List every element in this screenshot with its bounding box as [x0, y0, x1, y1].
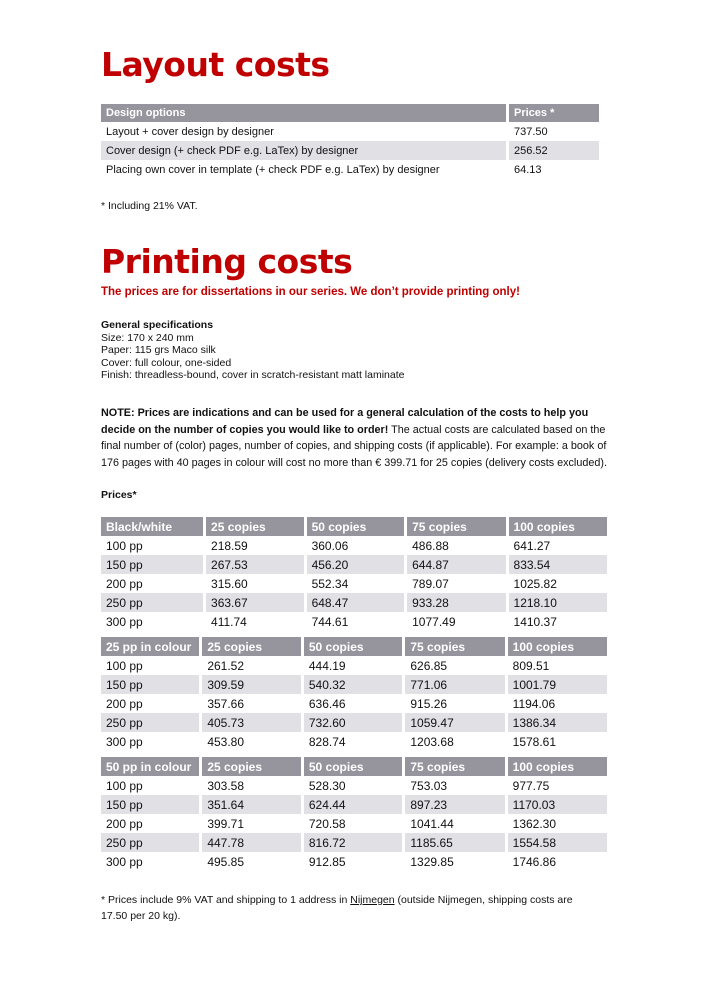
column-header: 50 copies [302, 637, 404, 656]
price-cell: 552.34 [305, 574, 406, 593]
table-row [101, 713, 607, 732]
price-cell: 644.87 [406, 555, 507, 574]
column-header: 25 copies [205, 517, 306, 536]
price-cell: 1329.85 [404, 852, 506, 871]
table-header-row [101, 104, 599, 122]
printing-subtitle: The prices are for dissertations in our series. We don’t provide printing only! [101, 286, 520, 298]
table-row [101, 555, 607, 574]
page-count-cell: 150 pp [101, 555, 205, 574]
design-option: Placing own cover in template (+ check PDF e.g. LaTex) by designer [106, 163, 440, 176]
price-cell: 744.61 [305, 612, 406, 631]
price-cell: 261.52 [201, 656, 303, 675]
note-text: The actual costs are calculated based on the final number of (color) pages, number of copies, and shipping costs (if applicable). For example: a book of 176 pages with 40 pages in colour will cost no more than € 399.71 for 25 copies (delivery costs excluded). [101, 423, 607, 469]
price-cell: 977.75 [506, 776, 607, 795]
table-row [101, 852, 607, 871]
price: 256.52 [508, 141, 600, 160]
price-cell: 1578.61 [506, 732, 607, 751]
price-cell: 1077.49 [406, 612, 507, 631]
price-cell: 309.59 [201, 675, 303, 694]
price-cell: 218.59 [205, 536, 306, 555]
table-row [101, 612, 607, 631]
page-count-cell: 150 pp [101, 675, 201, 694]
footnote-text: (outside Nijmegen, shipping costs are 17.50 per 20 kg). [101, 894, 573, 922]
price-cell: 444.19 [302, 656, 404, 675]
price-cell: 833.54 [507, 555, 607, 574]
price-cell: 720.58 [302, 814, 404, 833]
table-row [101, 656, 607, 675]
column-header: 25 copies [201, 757, 303, 776]
price-cell: 1185.65 [404, 833, 506, 852]
price-cell: 303.58 [201, 776, 303, 795]
table-row [101, 141, 599, 160]
page-count-cell: 250 pp [101, 593, 205, 612]
price-cell: 363.67 [205, 593, 306, 612]
price-cell: 1041.44 [404, 814, 506, 833]
layout-costs-heading: Layout costs [101, 45, 330, 84]
price-cell: 1410.37 [507, 612, 607, 631]
footnote-text: * Prices include 9% VAT and shipping to 1 address in [101, 894, 351, 906]
price-cell: 1203.68 [404, 732, 506, 751]
price-cell: 636.46 [302, 694, 404, 713]
price-cell: 641.27 [507, 536, 607, 555]
design-options-table [101, 104, 599, 179]
price-cell: 540.32 [302, 675, 404, 694]
price: 64.13 [508, 160, 600, 179]
column-header: Prices * [508, 104, 600, 122]
column-header: 50 copies [305, 517, 406, 536]
price-cell: 528.30 [302, 776, 404, 795]
price-cell: 1554.58 [506, 833, 607, 852]
column-header: 75 copies [404, 637, 506, 656]
price-cell: 753.03 [404, 776, 506, 795]
price-cell: 897.23 [404, 795, 506, 814]
price: 737.50 [508, 122, 600, 141]
table-row [101, 675, 607, 694]
price-cell: 495.85 [201, 852, 303, 871]
page-count-cell: 300 pp [106, 614, 143, 629]
general-specifications [101, 319, 404, 382]
page-count-cell: 250 pp [101, 833, 201, 852]
price-cell: 1386.34 [506, 713, 607, 732]
price-cell: 933.28 [406, 593, 507, 612]
price-cell: 624.44 [302, 795, 404, 814]
price-cell: 626.85 [404, 656, 506, 675]
price-cell: 267.53 [205, 555, 306, 574]
table-row [101, 574, 607, 593]
column-header: Black/white [101, 517, 205, 536]
page-count-cell: 100 pp [106, 538, 143, 553]
price-cell: 771.06 [404, 675, 506, 694]
price-cell: 399.71 [201, 814, 303, 833]
table-row [101, 694, 607, 713]
price-cell: 405.73 [201, 713, 303, 732]
column-header: 100 copies [507, 517, 607, 536]
price-cell: 915.26 [404, 694, 506, 713]
table-row [101, 536, 607, 555]
note-bold: NOTE: Prices are indications and can be used for a general calculation of the costs to help you decide on the number of copies you would like to order! [101, 407, 589, 436]
page-count-cell: 200 pp [106, 696, 143, 711]
spec-line: Cover: full colour, one-sided [101, 356, 232, 369]
spec-line: Finish: threadless-bound, cover in scratch-resistant matt laminate [101, 369, 405, 381]
price-cell: 1746.86 [506, 852, 607, 871]
column-header: 75 copies [406, 517, 507, 536]
prices-footnote [101, 892, 601, 924]
price-cell: 1025.82 [507, 574, 607, 593]
table-row [101, 776, 607, 795]
table-header-row [101, 637, 607, 656]
price-table-black-white [101, 517, 607, 631]
column-header: 100 copies [506, 637, 607, 656]
page-count-cell: 100 pp [106, 658, 143, 673]
price-cell: 1194.06 [506, 694, 607, 713]
column-header: 50 copies [302, 757, 404, 776]
column-header: 25 copies [201, 637, 303, 656]
column-header: 100 copies [506, 757, 607, 776]
table-row [101, 160, 599, 179]
price-cell: 809.51 [506, 656, 607, 675]
price-cell: 315.60 [205, 574, 306, 593]
price-cell: 789.07 [406, 574, 507, 593]
page-count-cell: 250 pp [101, 713, 201, 732]
column-header: 75 copies [404, 757, 506, 776]
price-cell: 357.66 [201, 694, 303, 713]
price-cell: 456.20 [305, 555, 406, 574]
vat-note: * Including 21% VAT. [101, 200, 198, 212]
nijmegen-link[interactable]: Nijmegen [350, 894, 395, 906]
price-cell: 1362.30 [506, 814, 607, 833]
price-cell: 912.85 [302, 852, 404, 871]
price-table-50pp-colour [101, 757, 607, 871]
table-row [101, 814, 607, 833]
table-row [101, 833, 607, 852]
price-table-25pp-colour [101, 637, 607, 751]
price-cell: 447.78 [201, 833, 303, 852]
column-header: 25 pp in colour [101, 637, 201, 656]
column-header: 50 pp in colour [101, 757, 201, 776]
column-header: Design options [101, 104, 508, 122]
design-option: Layout + cover design by designer [106, 125, 274, 138]
price-cell: 1170.03 [506, 795, 607, 814]
page-count-cell: 300 pp [106, 854, 143, 869]
table-row [101, 795, 607, 814]
price-cell: 1218.10 [507, 593, 607, 612]
table-row [101, 732, 607, 751]
printing-costs-heading: Printing costs [101, 242, 353, 281]
price-cell: 1001.79 [506, 675, 607, 694]
spec-line: Paper: 115 grs Maco silk [101, 344, 216, 356]
specs-title: General specifications [101, 319, 214, 331]
price-cell: 648.47 [305, 593, 406, 612]
page-count-cell: 100 pp [106, 778, 143, 793]
pricing-note [101, 405, 611, 471]
price-cell: 351.64 [201, 795, 303, 814]
design-option: Cover design (+ check PDF e.g. LaTex) by designer [101, 141, 508, 160]
page-count-cell: 200 pp [106, 576, 143, 591]
table-header-row [101, 757, 607, 776]
price-cell: 828.74 [302, 732, 404, 751]
page-count-cell: 200 pp [106, 816, 143, 831]
page-count-cell: 150 pp [101, 795, 201, 814]
page-count-cell: 300 pp [106, 734, 143, 749]
price-cell: 360.06 [305, 536, 406, 555]
price-cell: 732.60 [302, 713, 404, 732]
table-header-row [101, 517, 607, 536]
prices-label: Prices* [101, 489, 137, 501]
price-cell: 411.74 [205, 612, 306, 631]
table-row [101, 122, 599, 141]
price-cell: 816.72 [302, 833, 404, 852]
table-row [101, 593, 607, 612]
spec-line: Size: 170 x 240 mm [101, 331, 194, 344]
price-cell: 453.80 [201, 732, 303, 751]
price-cell: 486.88 [406, 536, 507, 555]
price-cell: 1059.47 [404, 713, 506, 732]
